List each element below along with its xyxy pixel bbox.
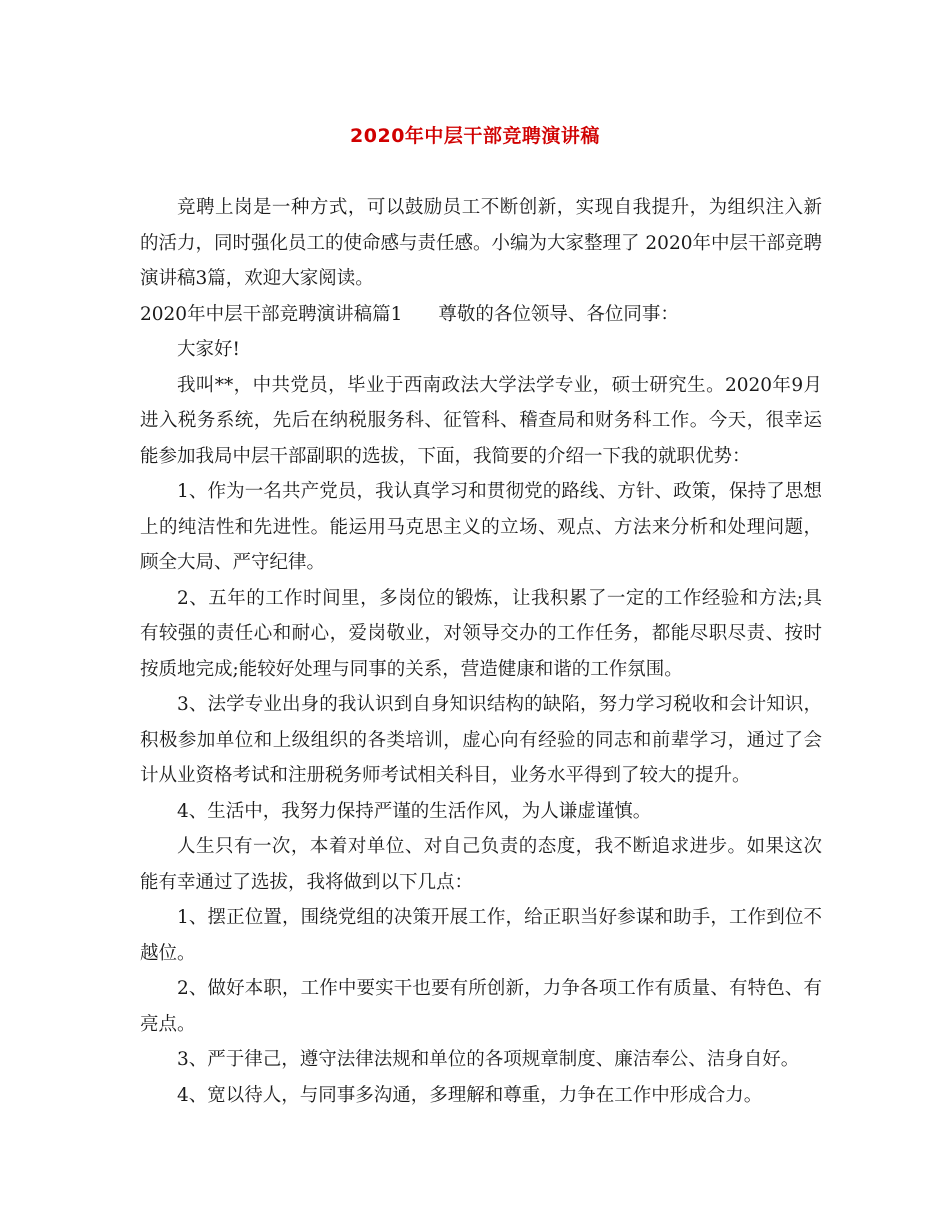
intro-paragraph: 竞聘上岗是一种方式，可以鼓励员工不断创新，实现自我提升，为组织注入新的活力，同时强化员工的使命感与责任感。小编为大家整理了 2020年中层干部竞聘演讲稿3篇，欢迎大家阅读。 [140, 197, 822, 289]
body-paragraph: 4、生活中，我努力保持严谨的生活作风，为人谦虚谨慎。 [177, 800, 652, 822]
greeting: 大家好! [177, 339, 240, 360]
body-paragraph: 2、五年的工作时间里，多岗位的锻炼，让我积累了一定的工作经验和方法;具有较强的责任心和耐心，爱岗敬业，对领导交办的工作任务，都能尽职尽责、按时按质地完成;能较好处理与同事的关系，营造健康和谐的工作氛围。 [140, 587, 822, 680]
body-paragraph: 1、作为一名共产党员，我认真学习和贯彻党的路线、方针、政策，保持了思想上的纯洁性和先进性。能运用马克思主义的立场、观点、方法来分析和处理问题，顾全大局、严守纪律。 [140, 481, 822, 573]
document-title: 2020年中层干部竞聘演讲稿 [350, 125, 600, 147]
body-paragraph: 我叫**，中共党员，毕业于西南政法大学法学专业，硕士研究生。2020年9月进入税务系统，先后在纳税服务科、征管科、稽查局和财务科工作。今天，很幸运能参加我局中层干部副职的选拔，下面，我简要的介绍一下我的就职优势： [140, 374, 822, 467]
section-heading-line [140, 297, 822, 333]
document-body [140, 190, 822, 1113]
section-heading: 2020年中层干部竞聘演讲稿篇1 [140, 303, 403, 325]
body-paragraph: 3、法学专业出身的我认识到自身知识结构的缺陷，努力学习税收和会计知识，积极参加单位和上级组织的各类培训，虚心向有经验的同志和前辈学习，通过了会计从业资格考试和注册税务师考试相关科目，业务水平得到了较大的提升。 [140, 694, 822, 786]
body-paragraph: 3、严于律己，遵守法律法规和单位的各项规章制度、廉洁奉公、洁身自好。 [177, 1049, 800, 1070]
body-paragraph: 4、宽以待人，与同事多沟通，多理解和尊重，力争在工作中形成合力。 [177, 1084, 763, 1106]
salutation: 尊敬的各位领导、各位同事： [438, 303, 679, 325]
body-paragraph: 2、做好本职，工作中要实干也要有所创新，力争各项工作有质量、有特色、有亮点。 [140, 978, 822, 1035]
body-paragraph: 人生只有一次，本着对单位、对自己负责的态度，我不断追求进步。如果这次能有幸通过了选拔，我将做到以下几点： [140, 836, 822, 893]
body-paragraph: 1、摆正位置，围绕党组的决策开展工作，给正职当好参谋和助手，工作到位不越位。 [140, 907, 822, 964]
